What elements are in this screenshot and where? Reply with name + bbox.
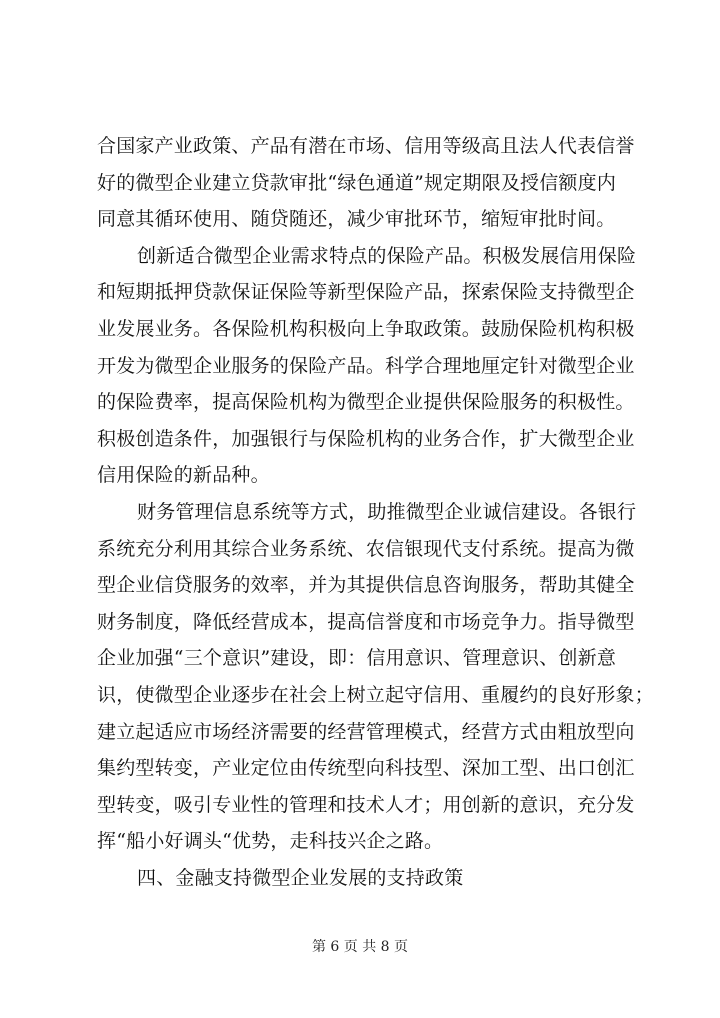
text-line-5: 和短期抵押贷款保证保险等新型保险产品，探索保险支持微型企 bbox=[97, 281, 635, 304]
text-line-7: 开发为微型企业服务的保险产品。科学合理地厘定针对微型企业 bbox=[97, 354, 635, 377]
section-heading: 四、金融支持微型企业发展的支持政策 bbox=[137, 866, 464, 889]
text-line-2: 好的微型企业建立贷款审批“绿色通道”规定期限及授信额度内 bbox=[97, 171, 617, 194]
text-line-18: 集约型转变，产业定位由传统型向科技型、深加工型、出口创汇 bbox=[97, 757, 635, 780]
page-number: 第 6 页 共 8 页 bbox=[311, 939, 409, 955]
text-line-19: 型转变，吸引专业性的管理和技术人才；用创新的意识，充分发 bbox=[97, 793, 635, 816]
text-line-8: 的保险费率，提高保险机构为微型企业提供保险服务的积极性。 bbox=[97, 391, 635, 414]
text-line-16: 识，使微型企业逐步在社会上树立起守信用、重履约的良好形象； bbox=[97, 683, 654, 706]
text-line-20: 挥“船小好调头“优势，走科技兴企之路。 bbox=[97, 830, 444, 853]
text-line-12: 系统充分利用其综合业务系统、农信银现代支付系统。提高为微 bbox=[97, 537, 635, 560]
text-line-1: 合国家产业政策、产品有潜在市场、信用等级高且法人代表信誉 bbox=[97, 135, 635, 157]
document-body bbox=[97, 128, 657, 896]
text-line-15: 企业加强“三个意识”建设，即：信用意识、管理意识、创新意 bbox=[97, 647, 617, 670]
text-line-14: 财务制度，降低经营成本，提高信誉度和市场竞争力。指导微型 bbox=[97, 610, 635, 633]
paragraph-start-insurance: 创新适合微型企业需求特点的保险产品。积极发展信用保险 bbox=[137, 244, 637, 267]
text-line-13: 型企业信贷服务的效率，并为其提供信息咨询服务，帮助其健全 bbox=[97, 574, 635, 597]
text-line-17: 建立起适应市场经济需要的经营管理模式，经营方式由粗放型向 bbox=[97, 720, 635, 743]
text-line-6: 业发展业务。各保险机构积极向上争取政策。鼓励保险机构积极 bbox=[97, 317, 635, 340]
text-line-9: 积极创造条件，加强银行与保险机构的业务合作，扩大微型企业 bbox=[97, 427, 635, 450]
paragraph-start-credit: 财务管理信息系统等方式，助推微型企业诚信建设。各银行 bbox=[137, 500, 637, 523]
text-line-10: 信用保险的新品种。 bbox=[97, 464, 270, 487]
text-line-3: 同意其循环使用、随贷随还，减少审批环节，缩短审批时间。 bbox=[97, 208, 616, 231]
